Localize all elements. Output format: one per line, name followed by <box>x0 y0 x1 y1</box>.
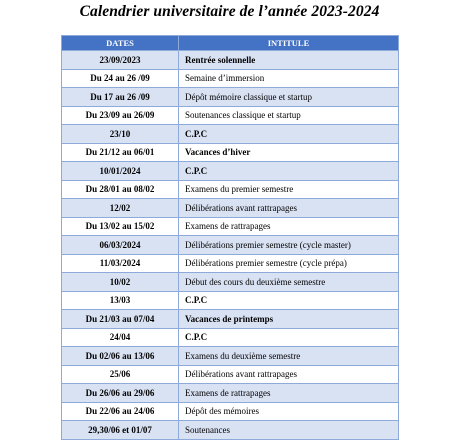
row-intitule: Examens du premier semestre <box>179 180 399 199</box>
row-date: Du 28/01 au 08/02 <box>62 180 179 199</box>
table-body <box>62 51 399 440</box>
table-row <box>62 69 399 88</box>
row-date: Du 13/02 au 15/02 <box>62 217 179 236</box>
row-intitule: Vacances d’hiver <box>179 143 399 162</box>
row-date: Du 22/06 au 24/06 <box>62 402 179 421</box>
table-row <box>62 125 399 144</box>
row-date: 06/03/2024 <box>62 236 179 255</box>
row-date: 24/04 <box>62 328 179 347</box>
row-date: 10/02 <box>62 273 179 292</box>
row-intitule: Dépôt mémoire classique et startup <box>179 88 399 107</box>
row-intitule: C.P.C <box>179 125 399 144</box>
row-intitule: Délibérations premier semestre (cycle prépa) <box>179 254 399 273</box>
row-date: 11/03/2024 <box>62 254 179 273</box>
table-row <box>62 180 399 199</box>
row-intitule: Délibérations avant rattrapages <box>179 199 399 218</box>
table-row <box>62 51 399 70</box>
row-intitule: Soutenances classique et startup <box>179 106 399 125</box>
table-row <box>62 328 399 347</box>
row-intitule: Délibérations premier semestre (cycle master) <box>179 236 399 255</box>
row-date: 29,30/06 et 01/07 <box>62 421 179 440</box>
row-intitule: Vacances de printemps <box>179 310 399 329</box>
row-intitule: Rentrée solennelle <box>179 51 399 70</box>
row-date: 25/06 <box>62 365 179 384</box>
row-date: 10/01/2024 <box>62 162 179 181</box>
row-intitule: Délibérations avant rattrapages <box>179 365 399 384</box>
row-intitule: C.P.C <box>179 162 399 181</box>
row-intitule: C.P.C <box>179 291 399 310</box>
page-title: Calendrier universitaire de l’année 2023-2024 <box>79 3 380 20</box>
table-header-row <box>62 36 399 51</box>
row-date: Du 24 au 26 /09 <box>62 69 179 88</box>
calendar-table <box>61 35 399 440</box>
table-row <box>62 384 399 403</box>
row-date: Du 02/06 au 13/06 <box>62 347 179 366</box>
table-row <box>62 365 399 384</box>
row-date: Du 17 au 26 /09 <box>62 88 179 107</box>
row-intitule: Examens de rattrapages <box>179 384 399 403</box>
row-date: 12/02 <box>62 199 179 218</box>
table-row <box>62 402 399 421</box>
header-intitule: INTITULE <box>179 36 399 51</box>
table-row <box>62 273 399 292</box>
row-date: Du 26/06 au 29/06 <box>62 384 179 403</box>
row-date: 23/09/2023 <box>62 51 179 70</box>
row-intitule: Semaine d’immersion <box>179 69 399 88</box>
table-row <box>62 199 399 218</box>
row-date: 23/10 <box>62 125 179 144</box>
table-row <box>62 162 399 181</box>
table-row <box>62 236 399 255</box>
row-date: Du 23/09 au 26/09 <box>62 106 179 125</box>
row-intitule: Dépôt des mémoires <box>179 402 399 421</box>
row-date: 13/03 <box>62 291 179 310</box>
table-row <box>62 143 399 162</box>
table-row <box>62 217 399 236</box>
row-intitule: Examens de rattrapages <box>179 217 399 236</box>
row-intitule: Examens du deuxième semestre <box>179 347 399 366</box>
row-date: Du 21/12 au 06/01 <box>62 143 179 162</box>
row-intitule: Début des cours du deuxième semestre <box>179 273 399 292</box>
row-date: Du 21/03 au 07/04 <box>62 310 179 329</box>
row-intitule: C.P.C <box>179 328 399 347</box>
table-row <box>62 254 399 273</box>
table-row <box>62 106 399 125</box>
table-row <box>62 88 399 107</box>
table-row <box>62 310 399 329</box>
table-row <box>62 347 399 366</box>
header-dates: DATES <box>62 36 179 51</box>
row-intitule: Soutenances <box>179 421 399 440</box>
table-row <box>62 291 399 310</box>
